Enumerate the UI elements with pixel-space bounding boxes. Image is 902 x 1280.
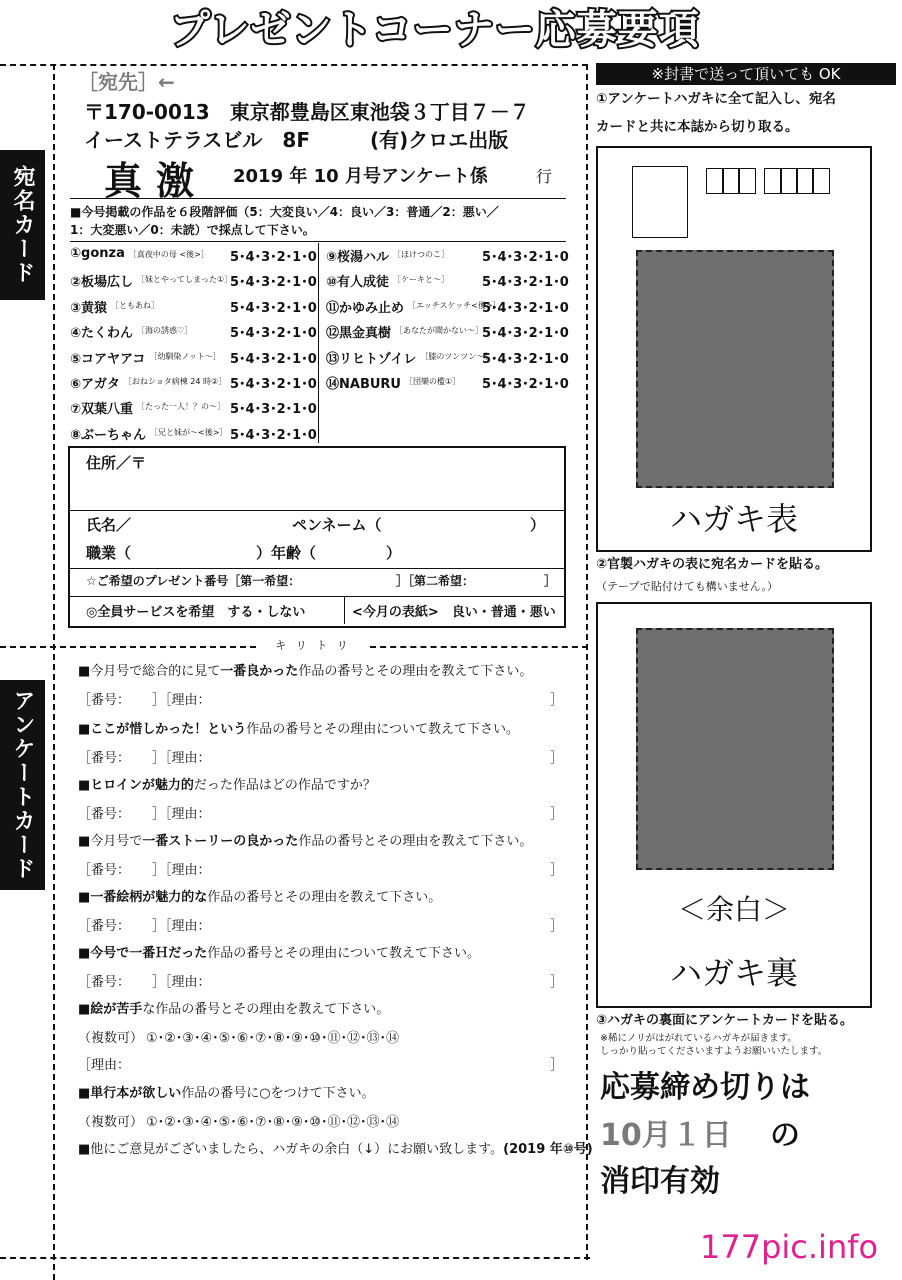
side-tab-survey: アンケートカード [0, 680, 45, 890]
question-text: ■ヒロインが魅力的 [78, 778, 194, 793]
multi-label: （複数可） [78, 1031, 144, 1046]
penname-close: ） [530, 516, 546, 534]
postcard-back [596, 602, 872, 1008]
work-subtitle: ［ともあね］ [111, 300, 160, 310]
addressee-suffix: 行 [536, 167, 553, 186]
step3-note-2: しっかり貼ってくださいますようお願いいたします。 [600, 1046, 828, 1057]
side-tab-address: 宛名カード [0, 150, 45, 300]
watermark: 177pic.info [700, 1228, 879, 1266]
step1-line2: カードと共に本誌から切り取る。 [596, 119, 799, 135]
answer-close: ］ [550, 1058, 564, 1073]
question-text: 作品の番号とその理由を教えて下さい。 [298, 664, 533, 679]
divider [70, 241, 566, 242]
step2: ②官製ハガキの表に宛名カードを貼る。 [596, 557, 829, 572]
address-card-placement [636, 250, 834, 488]
work-subtitle: ［エッチスケッチ<後>］ [408, 300, 501, 310]
work-subtitle: ［兄と妹が～<後>］ [150, 427, 228, 437]
work-subtitle: ［海の誘惑♡］ [137, 326, 193, 336]
question-text: 作品の番号とその理由を教えて下さい。 [298, 834, 533, 849]
question-text: 作品の番号とその理由を教えて下さい。 [207, 890, 442, 905]
cut-line-bottom [0, 1257, 590, 1259]
magazine-name: 真激 [104, 159, 209, 203]
survey-card-placement [636, 628, 834, 870]
rating-scale[interactable]: 5･4･3･2･1･0 [230, 326, 317, 342]
survey-question [78, 718, 519, 737]
work-subtitle: ［団欒の檻①］ [404, 377, 461, 386]
entry-form [68, 446, 566, 628]
answer-number[interactable]: ［番号： [78, 693, 131, 708]
divider [70, 596, 564, 597]
work-subtitle: ［幼馴染ノット～］ [149, 351, 221, 361]
answer-close: ］ [550, 863, 564, 878]
postcard-front [596, 146, 872, 552]
survey-question [78, 1138, 593, 1157]
divider [70, 568, 564, 569]
postal-line: 〒170-0013 東京都豊島区東池袋３丁目７－７ [84, 100, 530, 124]
rating-scale[interactable]: 5･4･3･2･1･0 [482, 300, 569, 316]
work-subtitle: ［妹とやってしまった①］ [137, 275, 233, 285]
name-field-label[interactable]: 氏名／ [86, 516, 132, 534]
cut-label: キ リ ト リ [275, 639, 351, 652]
work-subtitle: ［おねショタ病棟 24 時②］ [123, 377, 227, 386]
rating-scale[interactable]: 5･4･3･2･1･0 [230, 275, 317, 291]
answer-number[interactable]: ［番号： [78, 751, 131, 766]
question-text: 作品の番号に○をつけて下さい。 [181, 1086, 375, 1101]
job-field-label[interactable]: 職業（ [86, 544, 132, 562]
page-title: プレゼントコーナー応募要項 [170, 7, 700, 53]
rating-scale[interactable]: 5･4･3･2･1･0 [230, 377, 317, 392]
question-text: 作品の番号とその理由について教えて下さい。 [207, 946, 481, 961]
rating-scale[interactable]: 5･4･3･2･1･0 [230, 300, 317, 316]
rating-instruction-2: 1：大変悪い／0：未読）で採点して下さい。 [70, 223, 315, 237]
question-text: だった作品はどの作品ですか？ [193, 778, 376, 793]
question-text: 作品の番号とその理由について教えて下さい。 [246, 722, 520, 737]
survey-question [78, 1082, 375, 1101]
rating-scale[interactable]: 5･4･3･2･1･0 [230, 427, 317, 443]
survey-question [78, 886, 441, 905]
step2-note: （テープで貼付けても構いません。） [596, 580, 778, 593]
present-wish-second[interactable]: ］［第二希望： [396, 574, 475, 588]
stamp-box [632, 166, 688, 238]
penname-field-label[interactable]: ペンネーム（ [292, 516, 382, 534]
rating-scale[interactable]: 5･4･3･2･1･0 [482, 351, 569, 367]
age-field-label[interactable]: ）年齢（ [256, 544, 317, 562]
work-title: ⑨桜湯ハル [326, 250, 390, 265]
answer-number[interactable]: ［番号： [78, 863, 131, 878]
deadline-date: 10月１日 [600, 1118, 732, 1153]
deadline-no: の [770, 1118, 800, 1153]
present-wish-first[interactable]: ☆ご希望のプレゼント番号［第一希望： [86, 574, 301, 588]
cut-line-left [53, 64, 55, 1280]
all-service-option[interactable]: ◎全員サービスを希望 する・しない [86, 605, 306, 620]
work-title: ⑩有人成徒 [326, 275, 390, 291]
work-title: ①gonza [70, 246, 125, 261]
answer-close: ］ [550, 693, 564, 708]
survey-question [78, 660, 532, 679]
cut-line-right [586, 64, 588, 1260]
present-wish-close: ］ [544, 574, 557, 588]
work-title: ②板場広し [70, 275, 134, 291]
question-text: ■一番絵柄が魅力的な [78, 890, 208, 905]
work-subtitle: ［たった一人！？の～］ [137, 402, 226, 412]
work-title: ⑤コアヤアコ [70, 351, 146, 367]
answer-reason[interactable]: ］［理由： [152, 693, 211, 708]
work-subtitle: ［ケーキと～］ [393, 275, 450, 285]
multi-label: （複数可） [78, 1115, 144, 1130]
question-text: 一番良かった [220, 664, 299, 679]
question-text: ■今号で一番Ｈだった [78, 946, 208, 961]
rating-scale[interactable]: 5･4･3･2･1･0 [482, 326, 569, 342]
step1-line1: ①アンケートハガキに全て記入し、宛名 [596, 91, 836, 107]
deadline-line2: 消印有効 [600, 1164, 720, 1199]
survey-question [78, 998, 389, 1017]
answer-number[interactable]: ［番号： [78, 975, 131, 990]
age-close: ） [386, 544, 402, 562]
survey-question [78, 830, 532, 849]
divider [318, 243, 319, 443]
number-choices[interactable]: ①･②･③･④･⑤･⑥･⑦･⑧･⑨･⑩･⑪･⑫･⑬･⑭ [146, 1115, 400, 1130]
issue-line: 2019 年 10 月号アンケート係 [233, 166, 488, 187]
question-text: ■今月号で総合的に見て [78, 664, 221, 679]
answer-close: ］ [550, 975, 564, 990]
work-subtitle: ［真夜中の母 <後>］ [128, 250, 209, 259]
step3: ③ハガキの裏面にアンケートカードを貼る。 [596, 1013, 853, 1028]
work-subtitle: ［あなたが聞かない～］ [395, 326, 484, 336]
divider [344, 596, 345, 624]
question-text: ■今月号で [78, 834, 143, 849]
answer-close: ］ [550, 919, 564, 934]
rating-scale[interactable]: 5･4･3･2･1･0 [482, 250, 569, 265]
rating-scale[interactable]: 5･4･3･2･1･0 [482, 377, 569, 392]
cover-opinion-option[interactable]: <今月の表紙> 良い・普通・悪い [352, 605, 556, 620]
rating-scale[interactable]: 5･4･3･2･1･0 [230, 402, 317, 418]
front-label: ハガキ表 [669, 500, 798, 538]
rating-scale[interactable]: 5･4･3･2･1･0 [230, 351, 317, 367]
answer-reason[interactable]: ］［理由： [152, 863, 211, 878]
question-text: (2019 年⑩号) [503, 1142, 593, 1157]
postal-code-box [812, 168, 830, 194]
work-title: ③黄猿 [70, 300, 108, 316]
work-title: ⑧ぶーちゃん [70, 427, 147, 443]
survey-question [78, 774, 376, 793]
answer-reason[interactable]: ］［理由： [152, 975, 211, 990]
question-text: ■単行本が欲しい [78, 1086, 182, 1101]
work-title: ④たくわん [70, 326, 134, 342]
address-label: ［宛先］← [78, 70, 175, 94]
rating-instruction-1: ■今号掲載の作品を６段階評価（5：大変良い／4：良い／3：普通／2：悪い／ [70, 205, 499, 219]
answer-close: ］ [550, 807, 564, 822]
survey-question [78, 942, 480, 961]
work-title: ⑪かゆみ止め [326, 300, 405, 316]
divider [70, 198, 566, 199]
address-field-label[interactable]: 住所／〒 [86, 454, 147, 472]
number-choices[interactable]: ①･②･③･④･⑤･⑥･⑦･⑧･⑨･⑩･⑪･⑫･⑬･⑭ [146, 1031, 400, 1046]
deadline-line1: 応募締め切りは [600, 1070, 810, 1105]
question-text: ■他にご意見がございましたら、ハガキの余白（↓）にお願い致します。 [78, 1142, 504, 1157]
question-text: 一番ストーリーの良かった [142, 834, 299, 849]
answer-reason[interactable]: ］［理由： [152, 919, 211, 934]
answer-close: ］ [550, 751, 564, 766]
answer-reason[interactable]: ］［理由： [152, 751, 211, 766]
work-title: ⑬リヒトゾイレ [326, 351, 417, 367]
work-title: ⑥アガタ [70, 377, 120, 392]
question-text: ■ここが惜しかった！という [78, 722, 247, 737]
building-line: イーストテラスビル 8F (有)クロエ出版 [84, 128, 509, 152]
rating-scale[interactable]: 5･4･3･2･1･0 [230, 250, 317, 265]
work-title: ⑭NABURU [326, 377, 401, 392]
work-title: ⑫黒金真樹 [326, 326, 392, 342]
envelope-note: ※封書で送って頂いても OK [596, 63, 896, 85]
rating-scale[interactable]: 5･4･3･2･1･0 [482, 275, 569, 291]
answer-number[interactable]: ［番号： [78, 919, 131, 934]
work-subtitle: ［ほけつのこ］ [393, 250, 450, 259]
work-subtitle: ［膝のツンツン～］ [420, 351, 493, 361]
divider [70, 510, 564, 511]
question-text: な作品の番号とその理由を教えて下さい。 [142, 1002, 390, 1017]
step3-note-1: ※稀にノリがはがれているハガキが届きます。 [600, 1033, 797, 1044]
work-title: ⑦双葉八重 [70, 402, 134, 418]
answer-reason[interactable]: ］［理由： [152, 807, 211, 822]
answer-reason[interactable]: ［理由： [78, 1058, 131, 1073]
answer-number[interactable]: ［番号： [78, 807, 131, 822]
question-text: ■絵が苦手 [78, 1002, 143, 1017]
cut-line-mid-right [370, 646, 588, 648]
back-label: ハガキ裏 [669, 954, 798, 992]
postal-code-box [738, 168, 756, 194]
margin-label: ＜余白＞ [677, 893, 790, 926]
cut-line-mid-left [0, 646, 256, 648]
